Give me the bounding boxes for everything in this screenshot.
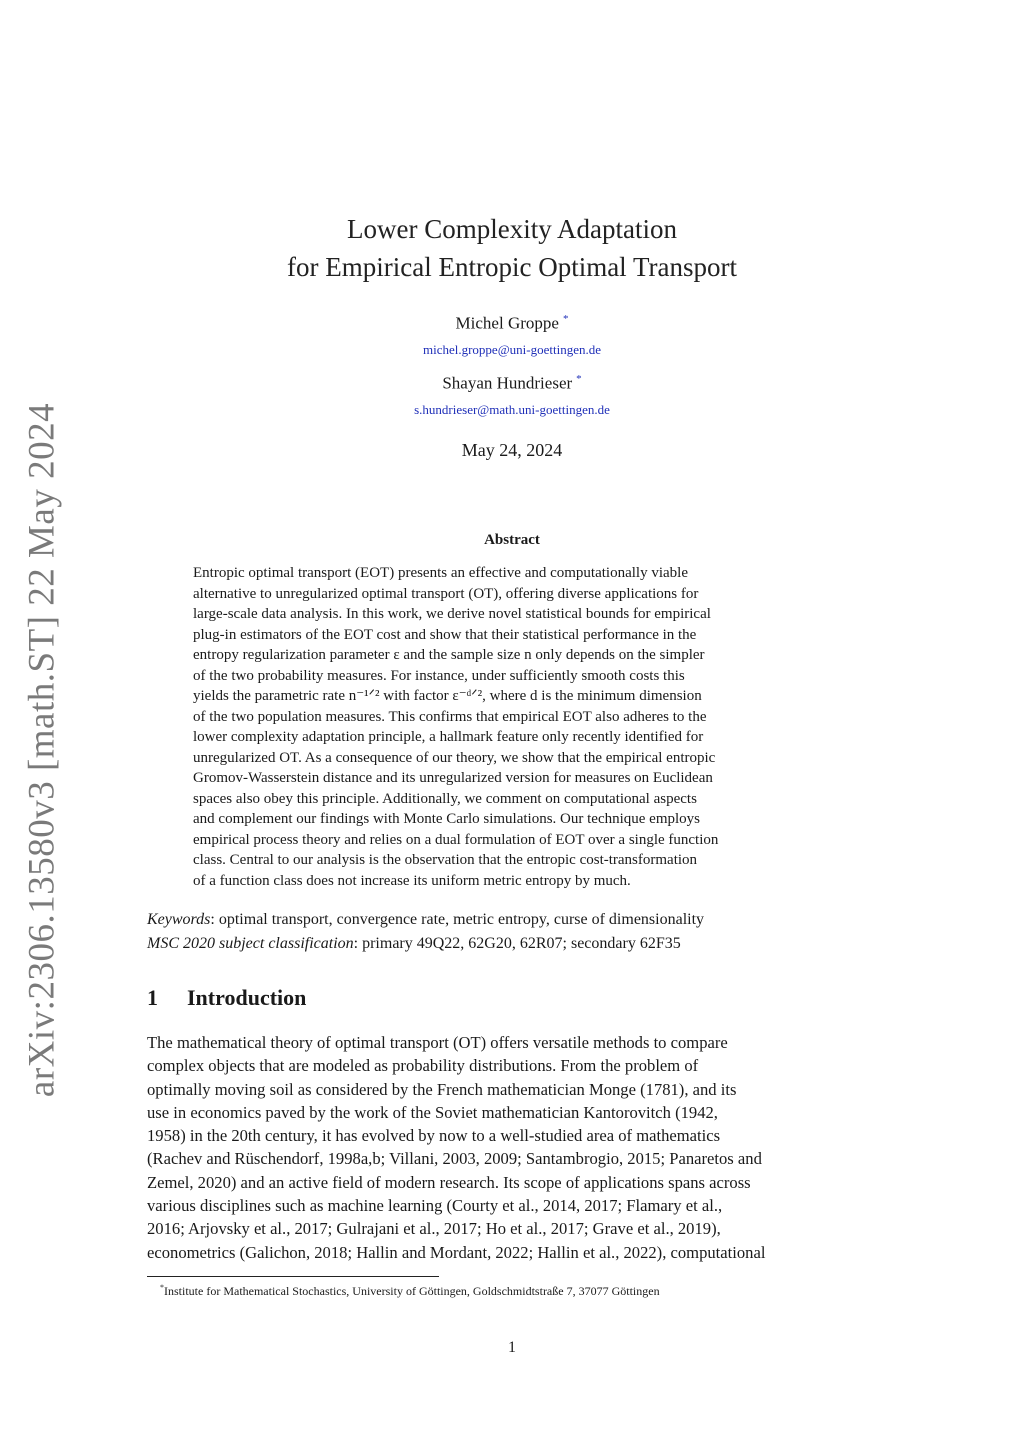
- abstract-line: large-scale data analysis. In this work, we derive novel statistical bounds for empirical: [193, 606, 711, 622]
- intro-line: The mathematical theory of optimal transport (OT) offers versatile methods to compare: [147, 1033, 728, 1052]
- abstract-line: of the two probability measures. For instance, under sufficiently smooth costs this: [193, 667, 685, 684]
- section-number: 1: [147, 985, 158, 1010]
- footnote: [160, 1283, 660, 1299]
- section-title: Introduction: [187, 985, 307, 1010]
- introduction-paragraph: [147, 1031, 879, 1264]
- abstract-line: of the two population measures. This confirms that empirical EOT also adheres to the: [193, 708, 707, 725]
- abstract-line: entropy regularization parameter ε and the sample size n only depends on the simpler: [193, 647, 705, 663]
- abstract-line: lower complexity adaptation principle, a hallmark feature only recently identified for: [193, 729, 704, 745]
- keywords-block: [147, 908, 887, 956]
- intro-line: use in economics paved by the work of the Soviet mathematician Kantorovitch (1942,: [147, 1102, 718, 1122]
- msc-classification-line: MSC 2020 subject classification: primary 49Q22, 62G20, 62R07; secondary 62F35: [147, 935, 681, 952]
- abstract-line: of a function class does not increase its uniform metric entropy by much.: [193, 872, 631, 889]
- abstract-line: spaces also obey this principle. Additionally, we comment on computational aspects: [193, 790, 697, 807]
- footnote-mark-link[interactable]: *: [576, 373, 582, 385]
- title-line-1: Lower Complexity Adaptation: [347, 214, 677, 244]
- paper-title: [0, 210, 1024, 286]
- intro-line: 1958) in the 20th century, it has evolved by now to a well-studied area of mathematics: [147, 1126, 721, 1146]
- intro-line: complex objects that are modeled as probability distributions. From the problem of: [147, 1056, 699, 1076]
- section-heading: [147, 985, 306, 1011]
- intro-line: optimally moving soil as considered by the French mathematician Monge (1781), and its: [147, 1079, 737, 1099]
- abstract-line: plug-in estimators of the EOT cost and show that their statistical performance in the: [193, 626, 697, 643]
- abstract-line: Entropic optimal transport (EOT) presents an effective and computationally viable: [193, 565, 688, 581]
- keywords-line: Keywords: optimal transport, convergence rate, metric entropy, curse of dimensionality: [147, 911, 705, 928]
- author-name: Michel Groppe *: [455, 313, 569, 333]
- publication-date: May 24, 2024: [461, 440, 563, 460]
- abstract-line: alternative to unregularized optimal transport (OT), offering diverse applications for: [193, 585, 699, 602]
- author-email-link[interactable]: s.hundrieser@math.uni-goettingen.de: [414, 402, 610, 417]
- footnote-mark-link[interactable]: *: [562, 313, 569, 325]
- abstract-line: unregularized OT. As a consequence of our theory, we show that the empirical entropic: [193, 749, 716, 766]
- abstract-heading: Abstract: [484, 532, 540, 548]
- abstract-line: class. Central to our analysis is the observation that the entropic cost-transformation: [193, 852, 698, 868]
- author-name: Shayan Hundrieser *: [442, 373, 582, 393]
- intro-line: (Rachev and Rüschendorf, 1998a,b; Villani, 2003, 2009; Santambrogio, 2015; Panaretos and: [147, 1149, 762, 1169]
- abstract-line: and complement our findings with Monte Carlo simulations. Our technique employs: [193, 811, 701, 827]
- intro-line: various disciplines such as machine learning (Courty et al., 2014, 2017; Flamary et al.,: [147, 1196, 723, 1216]
- intro-line: econometrics (Galichon, 2018; Hallin and Mordant, 2022; Hallin et al., 2022), computational: [147, 1242, 766, 1262]
- intro-line: Zemel, 2020) and an active field of modern research. Its scope of applications spans across: [147, 1172, 751, 1192]
- abstract-line: yields the parametric rate n⁻¹ᐟ² with factor ε⁻ᵈᐟ², where d is the minimum dimension: [193, 688, 702, 704]
- footnote-divider: [147, 1276, 439, 1277]
- intro-line: 2016; Arjovsky et al., 2017; Gulrajani et al., 2017; Ho et al., 2017; Grave et al., 2019),: [147, 1219, 721, 1239]
- abstract-line: Gromov-Wasserstein distance and its unregularized version for measures on Euclidean: [193, 770, 713, 786]
- abstract-body: [193, 563, 833, 891]
- footnote-mark: *: [160, 1283, 164, 1292]
- arxiv-identifier-stamp: arXiv:2306.13580v3 [math.ST] 22 May 2024: [21, 402, 63, 1098]
- footnote-text: Institute for Mathematical Stochastics, University of Göttingen, Goldschmidtstraße 7, 37077 Göttingen: [164, 1284, 660, 1298]
- author-email-link[interactable]: michel.groppe@uni-goettingen.de: [422, 342, 602, 357]
- title-line-2: for Empirical Entropic Optimal Transport: [287, 252, 737, 282]
- page-number: 1: [508, 1339, 516, 1356]
- abstract-line: empirical process theory and relies on a dual formulation of EOT over a single function: [193, 831, 719, 848]
